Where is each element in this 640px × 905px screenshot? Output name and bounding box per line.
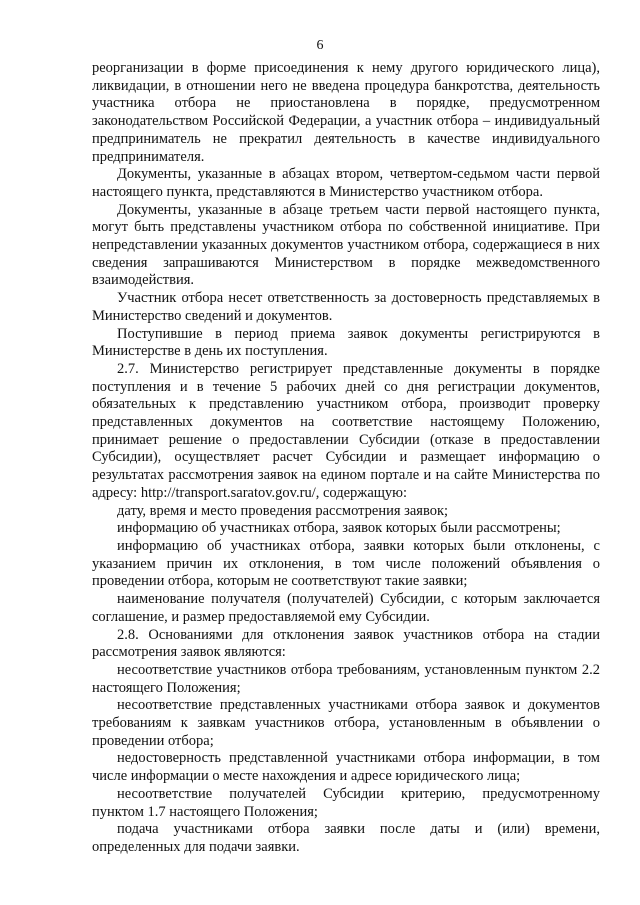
- paragraph-section-2-7: 2.7. Министерство регистрирует представленные документы в порядке поступления и в течение 5 рабочих дней со дня регистрации документов, обязательных к представлению участником отбора, производит проверку представленных документов на соответствие настоящему Положению, принимает решение о предоставлении Субсидии (отказе в предоставлении Субсидии), осуществляет расчет Субсидии и размещает информацию о результатах рассмотрения заявок на едином портале и на сайте Министерства по адресу: http://transport.saratov.gov.ru/, содержащую:: [92, 360, 600, 501]
- paragraph: Участник отбора несет ответственность за достоверность представляемых в Министерство сведений и документов.: [92, 290, 600, 324]
- list-item: наименование получателя (получателей) Субсидии, с которым заключается соглашение, и размер предоставляемой ему Субсидии.: [92, 591, 600, 625]
- list-item: информацию об участниках отбора, заявок которых были рассмотрены;: [117, 520, 561, 537]
- document-body: [92, 60, 600, 857]
- paragraph-continuation: реорганизации в форме присоединения к нему другого юридического лица), ликвидации, в отношении него не введена процедура банкротства, деятельность участника отбора не приостановлена в порядке, предусмотренном законодательством Российской Федерации, а участник отбора – индивидуальный предприниматель не прекратил деятельность в качестве индивидуального предпринимателя.: [92, 60, 600, 165]
- paragraph: Документы, указанные в абзацах втором, четвертом-седьмом части первой настоящего пункта, представляются в Министерство участником отбора.: [92, 166, 600, 200]
- list-item: подача участниками отбора заявки после даты и (или) времени, определенных для подачи заявки.: [92, 821, 600, 855]
- list-item: несоответствие получателей Субсидии критерию, предусмотренному пунктом 1.7 настоящего Положения;: [92, 785, 600, 820]
- paragraph: Поступившие в период приема заявок документы регистрируются в Министерстве в день их поступления.: [92, 325, 600, 360]
- list-item: информацию об участниках отбора, заявки которых были отклонены, с указанием причин их отклонения, в том числе положений объявления о проведении отбора, которым не соответствуют такие заявки;: [92, 537, 600, 590]
- paragraph: Документы, указанные в абзаце третьем части первой настоящего пункта, могут быть представлены участником отбора по собственной инициативе. При непредставлении указанных документов участником отбора, содержащиеся в них сведения запрашиваются Министерством в порядке межведомственного взаимодействия.: [92, 201, 600, 289]
- list-item: несоответствие участников отбора требованиям, установленным пунктом 2.2 настоящего Положения;: [92, 661, 600, 696]
- list-item: недостоверность представленной участниками отбора информации, в том числе информации о месте нахождения и адресе юридического лица;: [92, 750, 600, 785]
- list-item: дату, время и место проведения рассмотрения заявок;: [117, 502, 449, 519]
- page-number: 6: [316, 38, 324, 53]
- list-item: несоответствие представленных участниками отбора заявок и документов требованиям к заявкам участников отбора, установленным в объявлении о проведении отбора;: [92, 697, 600, 749]
- paragraph-section-2-8: 2.8. Основаниями для отклонения заявок участников отбора на стадии рассмотрения заявок являются:: [92, 626, 600, 661]
